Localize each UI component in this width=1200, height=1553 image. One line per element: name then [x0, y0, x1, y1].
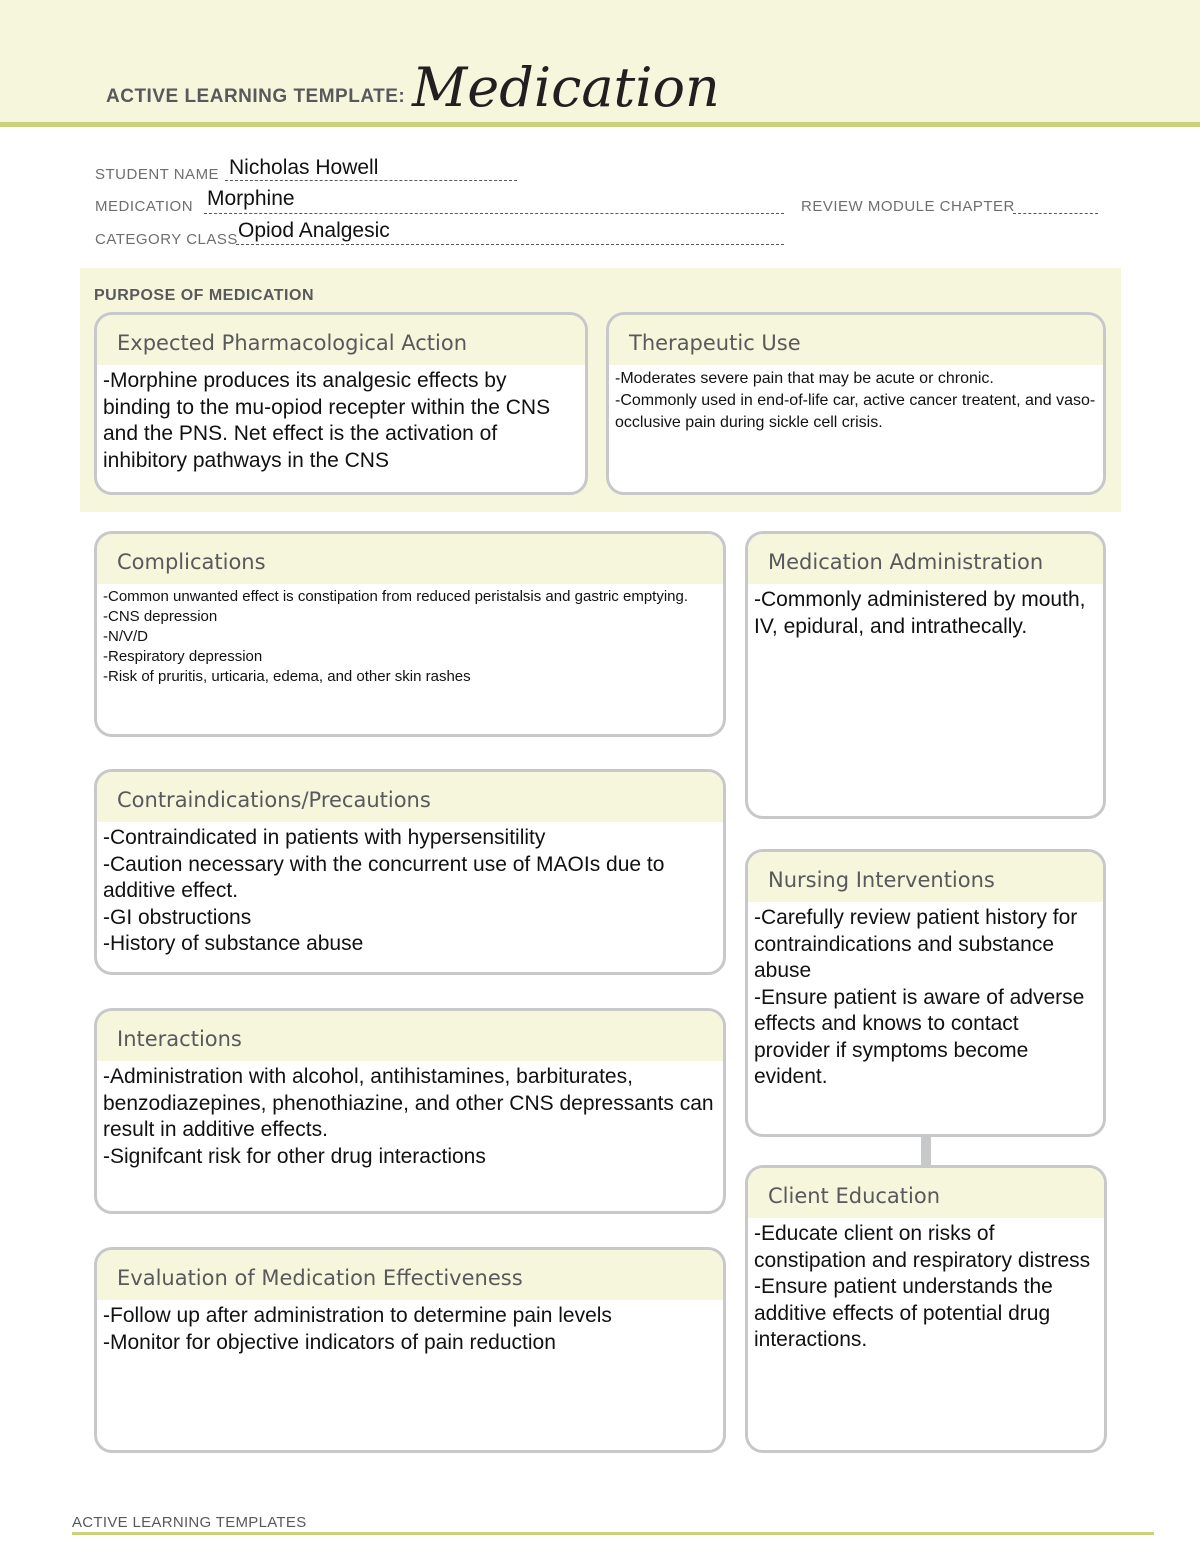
footer-rule: [72, 1532, 1154, 1535]
medication-label: MEDICATION: [95, 198, 194, 215]
therapeutic-use-heading: Therapeutic Use: [609, 315, 1103, 365]
interactions-box: [94, 1008, 726, 1214]
nursing-interventions-heading: Nursing Interventions: [748, 852, 1103, 902]
client-education-heading: Client Education: [748, 1168, 1104, 1218]
medication-administration-box: [745, 531, 1106, 819]
medication-administration-text[interactable]: -Commonly administered by mouth, IV, epidural, and intrathecally.: [754, 588, 1086, 638]
student-name-field[interactable]: Nicholas Howell: [229, 156, 379, 179]
evaluation-text[interactable]: -Follow up after administration to determine pain levels -Monitor for objective indicators of pain reduction: [103, 1304, 612, 1354]
medication-line: [204, 213, 784, 214]
template-label: ACTIVE LEARNING TEMPLATE:: [106, 86, 406, 107]
footer-text: ACTIVE LEARNING TEMPLATES: [72, 1514, 307, 1531]
expected-action-text[interactable]: -Morphine produces its analgesic effects by binding to the mu-opiod recepter within the CNS and the PNS. Net effect is the activation of inhibitory pathways in the CNS: [103, 369, 551, 472]
category-class-line: [236, 244, 784, 245]
nursing-interventions-text[interactable]: -Carefully review patient history for contraindications and substance abuse -Ensure patient is aware of adverse effects and knows to contact provider if symptoms become evident.: [754, 906, 1085, 1088]
complications-heading: Complications: [97, 534, 723, 584]
student-name-line: [225, 180, 517, 181]
therapeutic-use-box: [606, 312, 1106, 495]
category-class-field[interactable]: Opiod Analgesic: [238, 219, 390, 242]
interactions-text[interactable]: -Administration with alcohol, antihistamines, barbiturates, benzodiazepines, phenothiazine, and other CNS depressants can result in additive effects. -Signifcant risk for other drug interactions: [103, 1065, 714, 1168]
therapeutic-use-text[interactable]: -Moderates severe pain that may be acute or chronic. -Commonly used in end-of-life car, active cancer treatent, and vaso-occlusive pain during sickle cell crisis.: [615, 370, 1096, 431]
page-title: Medication: [412, 56, 720, 119]
review-module-label: REVIEW MODULE CHAPTER: [801, 198, 1015, 215]
contraindications-heading: Contraindications/Precautions: [97, 772, 723, 822]
review-module-field[interactable]: [1013, 213, 1098, 214]
student-name-label: STUDENT NAME: [95, 166, 220, 183]
client-education-box: [745, 1165, 1107, 1453]
connector-bar: [921, 1136, 931, 1166]
complications-box: [94, 531, 726, 737]
header-rule: [0, 122, 1200, 127]
contraindications-text[interactable]: -Contraindicated in patients with hypersensitility -Caution necessary with the concurrent use of MAOIs due to additive effect. -GI obstructions -History of substance abuse: [103, 826, 665, 955]
contraindications-box: [94, 769, 726, 975]
medication-administration-heading: Medication Administration: [748, 534, 1103, 584]
medication-field[interactable]: Morphine: [207, 187, 295, 210]
expected-action-heading: Expected Pharmacological Action: [97, 315, 585, 365]
category-class-label: CATEGORY CLASS: [95, 231, 238, 248]
nursing-interventions-box: [745, 849, 1106, 1137]
evaluation-box: [94, 1247, 726, 1453]
complications-text[interactable]: -Common unwanted effect is constipation from reduced peristalsis and gastric emptying. -CNS depression -N/V/D -Respiratory depression -Risk of pruritis, urticaria, edema, and other skin rashes: [103, 588, 689, 685]
client-education-text[interactable]: -Educate client on risks of constipation and respiratory distress -Ensure patient understands the additive effects of potential drug interactions.: [754, 1222, 1091, 1351]
expected-action-box: [94, 312, 588, 495]
evaluation-heading: Evaluation of Medication Effectiveness: [97, 1250, 723, 1300]
interactions-heading: Interactions: [97, 1011, 723, 1061]
purpose-title: PURPOSE OF MEDICATION: [94, 287, 314, 304]
